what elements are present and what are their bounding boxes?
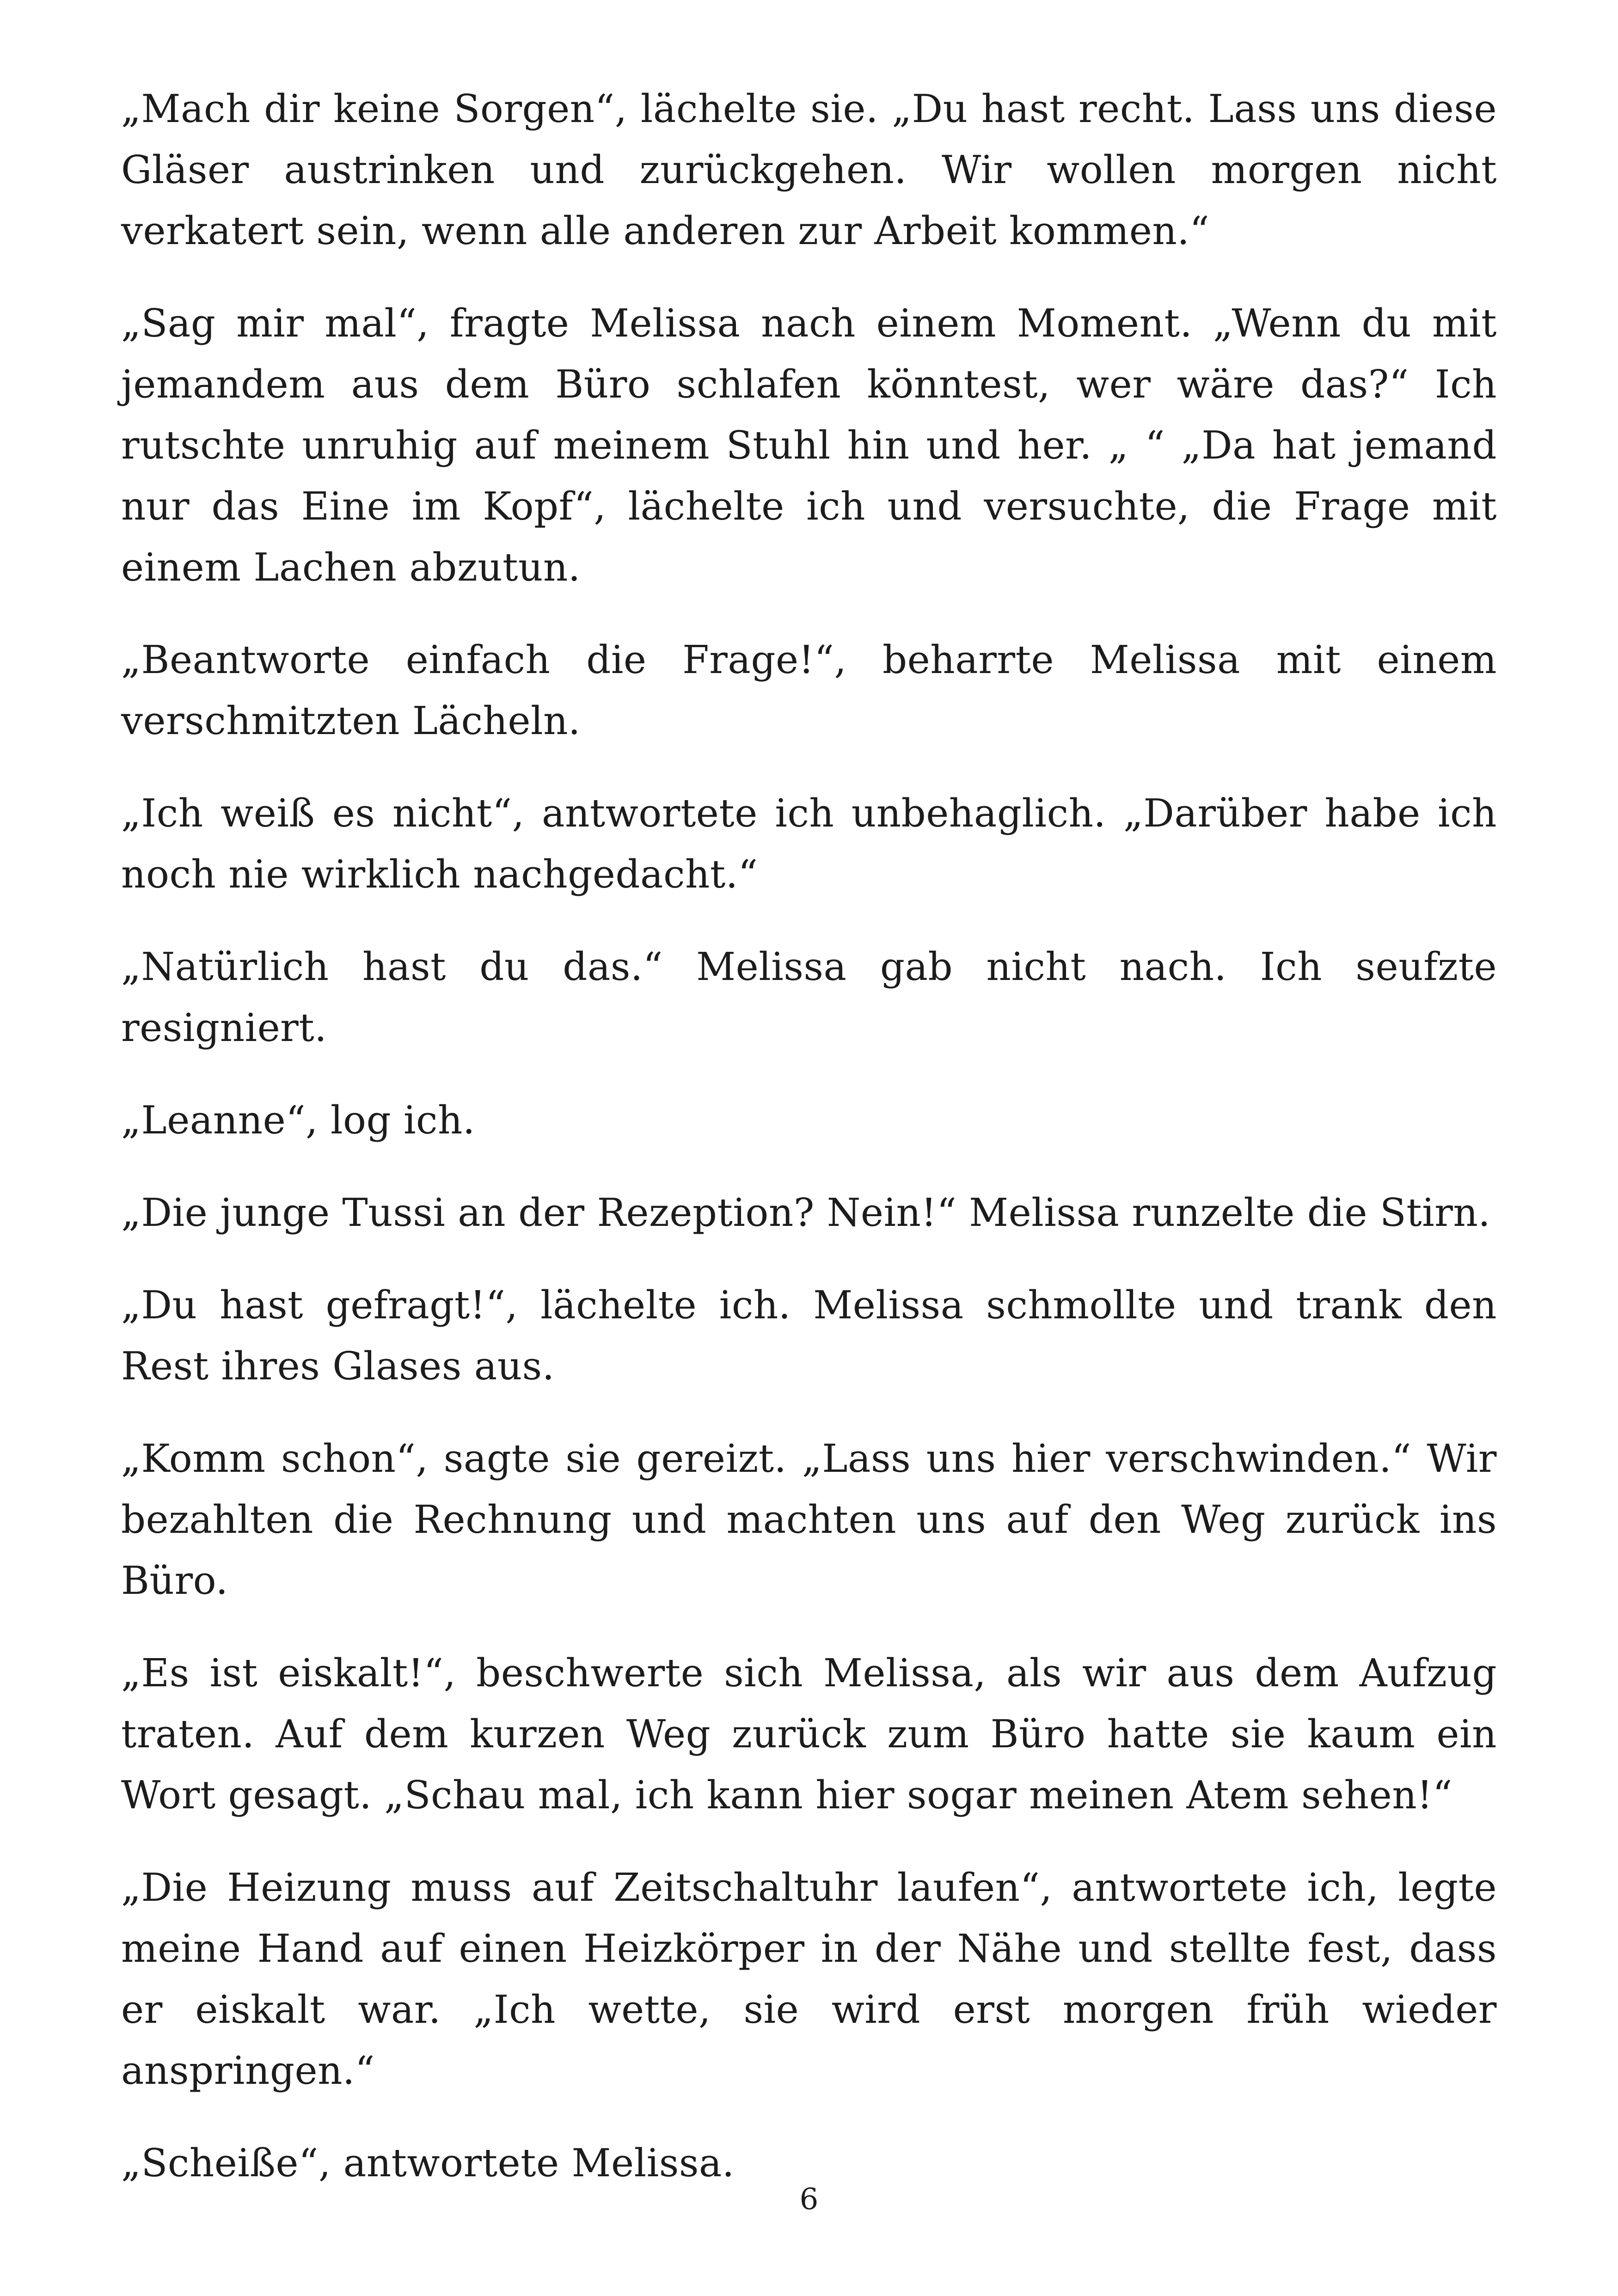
paragraph-10: „Es ist eiskalt!“, beschwerte sich Melissa, als wir aus dem Aufzug traten. Auf dem kurzen Weg zurück zum Büro hatte sie kaum ein Wort gesagt. „Schau mal, ich kann hier sogar meinen Atem sehen!“ bbox=[121, 1651, 1497, 1818]
paragraph-4: „Ich weiß es nicht“, antwortete ich unbehaglich. „Darüber habe ich noch nie wirklich nachgedacht.“ bbox=[121, 791, 1497, 897]
paragraph-5: „Natürlich hast du das.“ Melissa gab nicht nach. Ich seufzte resigniert. bbox=[121, 944, 1497, 1050]
paragraph-7: „Die junge Tussi an der Rezeption? Nein!“ Melissa runzelte die Stirn. bbox=[121, 1190, 1491, 1235]
paragraph-12: „Scheiße“, antwortete Melissa. bbox=[121, 2141, 735, 2186]
paragraph-9: „Komm schon“, sagte sie gereizt. „Lass uns hier verschwinden.“ Wir bezahlten die Rechnung und machten uns auf den Weg zurück ins Büro. bbox=[121, 1436, 1497, 1603]
page-number: 6 bbox=[799, 2182, 819, 2216]
paragraph-6: „Leanne“, log ich. bbox=[121, 1098, 475, 1143]
paragraph-11: „Die Heizung muss auf Zeitschaltuhr laufen“, antwortete ich, legte meine Hand auf einen Heizkörper in der Nähe und stellte fest, dass er eiskalt war. „Ich wette, sie wird erst morgen früh wieder anspringen.“ bbox=[121, 1865, 1497, 2093]
page-body bbox=[121, 79, 1497, 2225]
paragraph-8: „Du hast gefragt!“, lächelte ich. Melissa schmollte und trank den Rest ihres Glases aus. bbox=[121, 1283, 1497, 1389]
paragraph-3: „Beantworte einfach die Frage!“, beharrte Melissa mit einem verschmitzten Lächeln. bbox=[121, 637, 1497, 743]
paragraph-1: „Mach dir keine Sorgen“, lächelte sie. „Du hast recht. Lass uns diese Gläser austrinken und zurückgehen. Wir wollen morgen nicht verkatert sein, wenn alle anderen zur Arbeit kommen.“ bbox=[121, 86, 1497, 253]
paragraph-2: „Sag mir mal“, fragte Melissa nach einem Moment. „Wenn du mit jemandem aus dem Büro schlafen könntest, wer wäre das?“ Ich rutschte unruhig auf meinem Stuhl hin und her. „ “ „Da hat jemand nur das Eine im Kopf“, lächelte ich und versuchte, die Frage mit einem Lachen abzutun. bbox=[121, 301, 1497, 590]
